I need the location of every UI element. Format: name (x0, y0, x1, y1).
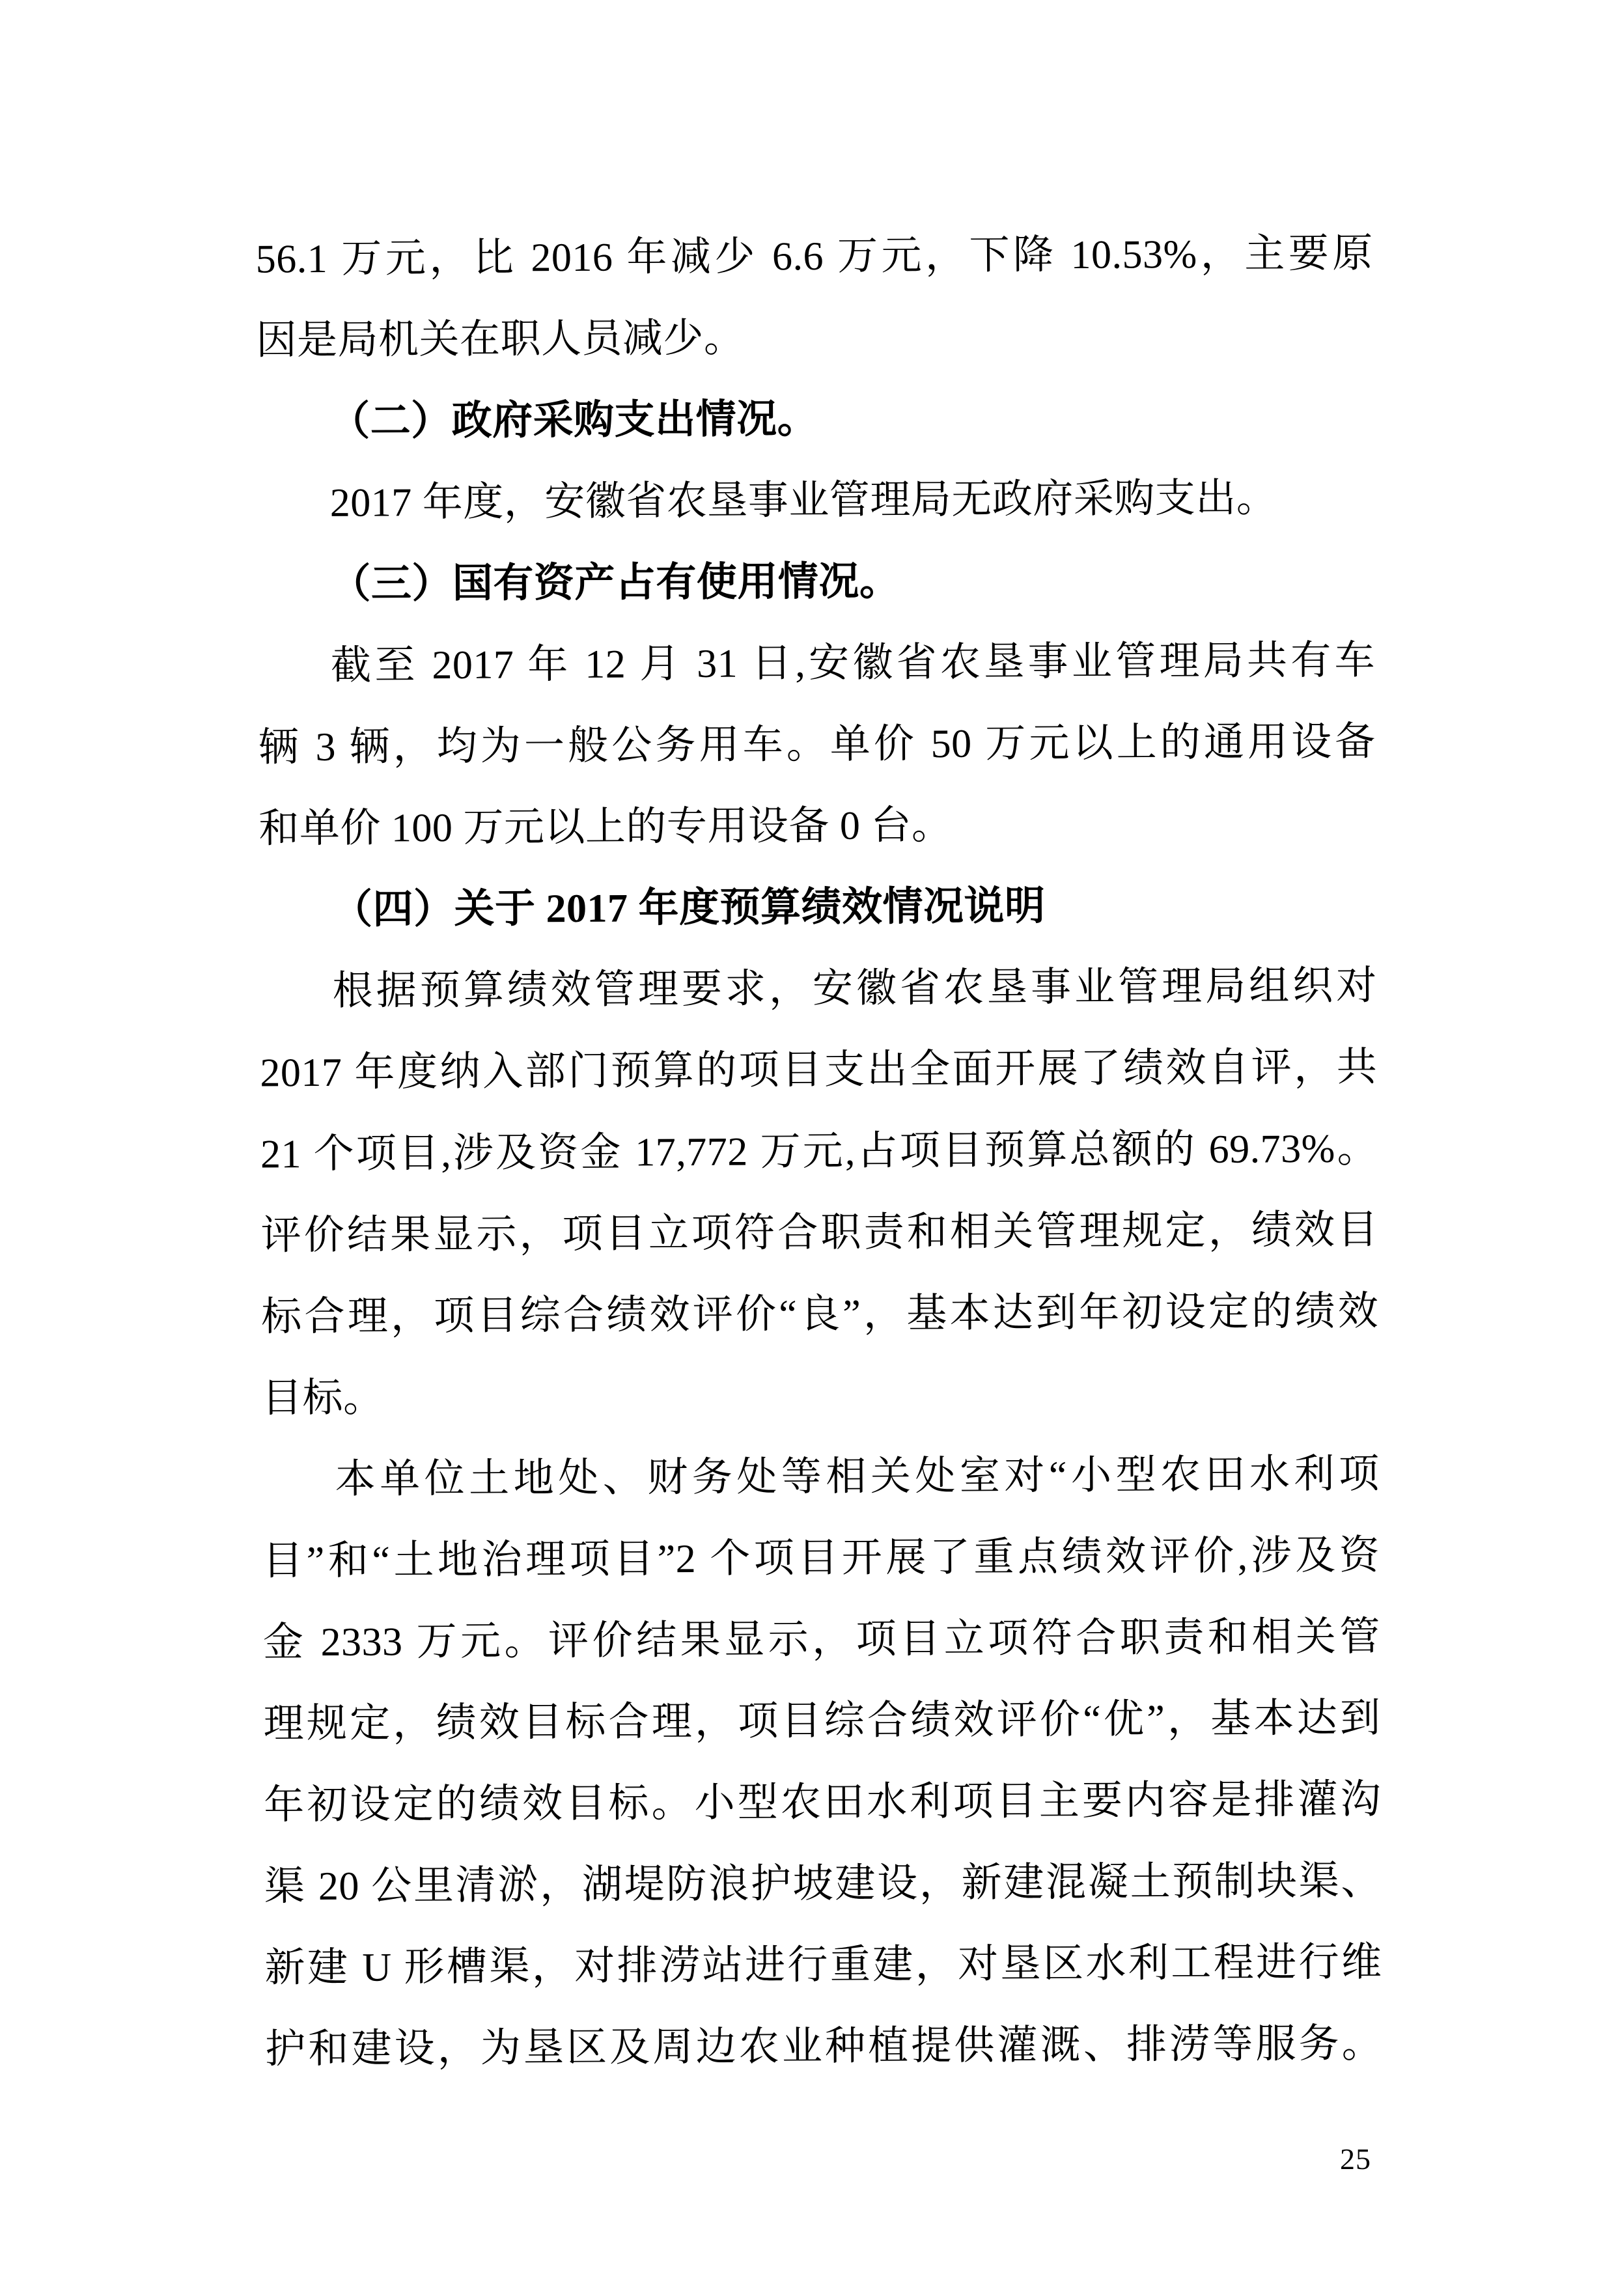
body-line-22: 新建 U 形槽渠，对排涝站进行重建，对垦区水利工程进行维 (264, 1940, 1382, 1991)
body-line-04: 2017 年度，安徽省农垦事业管理局无政府采购支出。 (329, 476, 1277, 525)
heading-ii-government-procurement: （二）政府采购支出情况。 (329, 396, 818, 444)
body-line-15: 目标。 (261, 1376, 384, 1421)
body-line-07: 辆 3 辆，均为一般公务用车。单价 50 万元以上的通用设备 (258, 719, 1376, 770)
body-line-08: 和单价 100 万元以上的专用设备 0 台。 (258, 803, 953, 851)
heading-iii-state-assets: （三）国有资产占有使用情况。 (330, 559, 900, 607)
body-line-14: 标合理，项目综合绩效评价“良”，基本达到年初设定的绩效 (261, 1289, 1379, 1340)
page-number: 25 (1340, 2142, 1371, 2176)
body-line-21: 渠 20 公里清淤，湖堤防浪护坡建设，新建混凝土预制块渠、 (264, 1859, 1382, 1909)
heading-iv-budget-performance: （四）关于 2017 年度预算绩效情况说明 (331, 884, 1046, 932)
body-line-13: 评价结果显示，项目立项符合职责和相关管理规定，绩效目 (260, 1208, 1378, 1258)
body-line-20: 年初设定的绩效目标。小型农田水利项目主要内容是排灌沟 (264, 1777, 1382, 1828)
body-line-18: 金 2333 万元。评价结果显示，项目立项符合职责和相关管 (262, 1614, 1381, 1665)
body-line-06: 截至 2017 年 12 月 31 日,安徽省农垦事业管理局共有车 (330, 638, 1376, 688)
body-line-02: 因是局机关在职人员减少。 (256, 316, 745, 363)
body-line-23: 护和建设，为垦区及周边农业种植提供灌溉、排涝等服务。 (265, 2021, 1383, 2072)
body-line-01: 56.1 万元，比 2016 年减少 6.6 万元，下降 10.53%，主要原 (255, 231, 1373, 282)
body-line-19: 理规定，绩效目标合理，项目综合绩效评价“优”，基本达到 (263, 1696, 1381, 1747)
body-line-12: 21 个项目,涉及资金 17,772 万元,占项目预算总额的 69.73%。 (260, 1126, 1378, 1177)
body-line-11: 2017 年度纳入部门预算的项目支出全面开展了绩效自评，共 (260, 1045, 1378, 1096)
document-text-block (255, 214, 1382, 2091)
body-line-17: 目”和“土地治理项目”2 个项目开展了重点绩效评价,涉及资 (262, 1533, 1380, 1584)
body-line-10: 根据预算绩效管理要求，安徽省农垦事业管理局组织对 (332, 963, 1377, 1014)
body-line-16: 本单位土地处、财务处等相关处室对“小型农田水利项 (335, 1452, 1380, 1502)
